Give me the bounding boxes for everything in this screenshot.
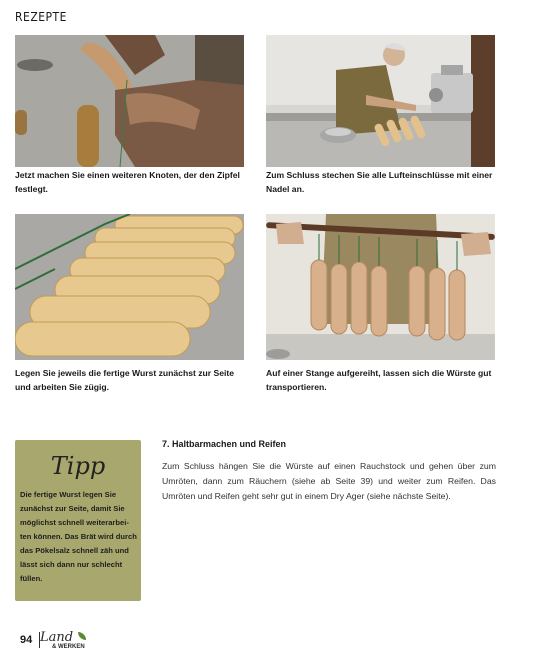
logo-leaf-icon <box>78 632 86 640</box>
tip-title: Tipp <box>50 452 106 480</box>
step-heading: 7. Haltbarmachen und Reifen <box>162 439 287 449</box>
photo-sausages-on-stick <box>266 214 495 360</box>
step-body: Zum Schluss hängen Sie die Würste auf einen Rauchstock und gehen über zum Umröten, dann zum Räuchern (siehe ab Seite 39) und weiter zum Reifen. Das Umröten und Reifen geht sehr gut in einem Dry Ager (siehe nächste Seite). <box>162 461 496 501</box>
logo-main: Land <box>40 630 74 645</box>
land-werken-logo <box>40 630 100 652</box>
caption-photo-4: Auf einer Stange aufgereiht, lassen sich die Würste gut transportieren. <box>266 368 492 392</box>
section-label: REZEPTE <box>15 10 67 24</box>
tip-box <box>15 440 141 601</box>
photo-sausages-on-tray <box>15 214 244 360</box>
photo-man-at-grinder <box>266 35 495 167</box>
page-number: 94 <box>20 633 33 646</box>
photo-tying-knot <box>15 35 244 167</box>
caption-photo-2: Zum Schluss stechen Sie alle Lufteinschlüsse mit einer Nadel an. <box>266 170 493 194</box>
logo-sub: & WERKEN <box>52 644 85 650</box>
tip-text: Die fertige Wurst legen Sie zunächst zur Seite, damit Sie möglichst schnell weiterarbei-ten können. Das Brät wird durch das Pökelsalz schnell zäh und lässt sich dann nur schlecht füllen. <box>20 490 137 583</box>
caption-photo-1: Jetzt machen Sie einen weiteren Knoten, der den Zipfel festlegt. <box>15 170 240 194</box>
caption-photo-3: Legen Sie jeweils die fertige Wurst zunächst zur Seite und arbeiten Sie zügig. <box>15 368 235 392</box>
